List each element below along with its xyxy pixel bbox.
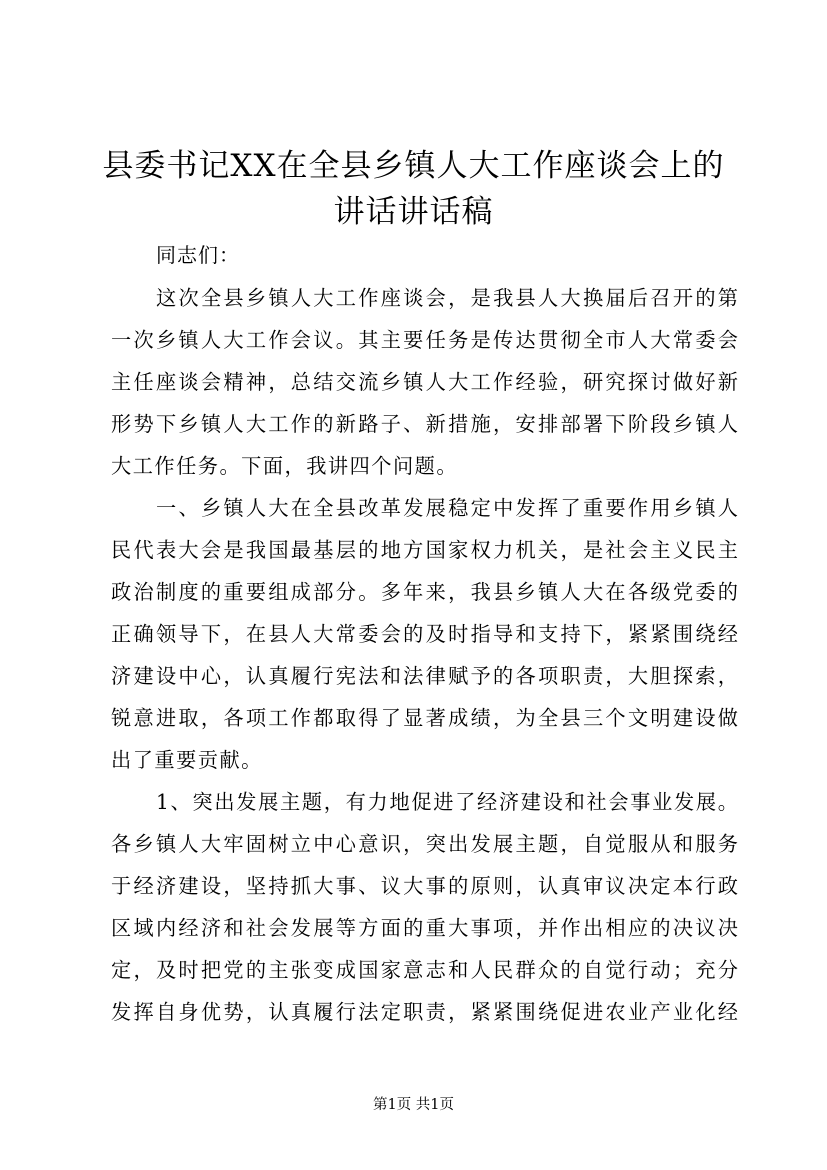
page-footer: 第1页 共1页 — [372, 1097, 455, 1113]
body-line: 区域内经济和社会发展等方面的重大事项，并作出相应的决议决 — [111, 916, 738, 940]
body-line: 定，及时把党的主张变成国家意志和人民群众的自觉行动；充分 — [111, 958, 738, 982]
body-line: 大工作任务。下面，我讲四个问题。 — [111, 454, 459, 478]
document-title-line-2: 讲话讲话稿 — [333, 194, 494, 230]
body-line: 政治制度的重要组成部分。多年来，我县乡镇人大在各级党委的 — [111, 580, 738, 604]
body-line: 形势下乡镇人大工作的新路子、新措施，安排部署下阶段乡镇人 — [111, 412, 738, 436]
body-line: 主任座谈会精神，总结交流乡镇人大工作经验，研究探讨做好新 — [111, 370, 738, 394]
document-title-line-1: 县委书记XX在全县乡镇人大工作座谈会上的 — [102, 148, 725, 184]
body-line: 一、乡镇人大在全县改革发展稳定中发挥了重要作用乡镇人 — [156, 496, 738, 520]
body-line: 于经济建设，坚持抓大事、议大事的原则，认真审议决定本行政 — [111, 874, 738, 898]
body-line: 一次乡镇人大工作会议。其主要任务是传达贯彻全市人大常委会 — [111, 328, 738, 352]
body-line: 济建设中心，认真履行宪法和法律赋予的各项职责，大胆探索， — [111, 664, 738, 688]
body-line: 发挥自身优势，认真履行法定职责，紧紧围绕促进农业产业化经 — [111, 1000, 738, 1024]
body-line: 各乡镇人大牢固树立中心意识，突出发展主题，自觉服从和服务 — [111, 832, 738, 856]
body-line: 锐意进取，各项工作都取得了显著成绩，为全县三个文明建设做 — [111, 706, 738, 730]
body-line: 1、突出发展主题，有力地促进了经济建设和社会事业发展。 — [156, 790, 738, 814]
salutation: 同志们： — [156, 243, 240, 267]
body-line: 出了重要贡献。 — [111, 748, 263, 772]
body-line: 正确领导下，在县人大常委会的及时指导和支持下，紧紧围绕经 — [111, 622, 738, 646]
body-line: 民代表大会是我国最基层的地方国家权力机关，是社会主义民主 — [111, 538, 738, 562]
body-line: 这次全县乡镇人大工作座谈会，是我县人大换届后召开的第 — [156, 286, 738, 310]
